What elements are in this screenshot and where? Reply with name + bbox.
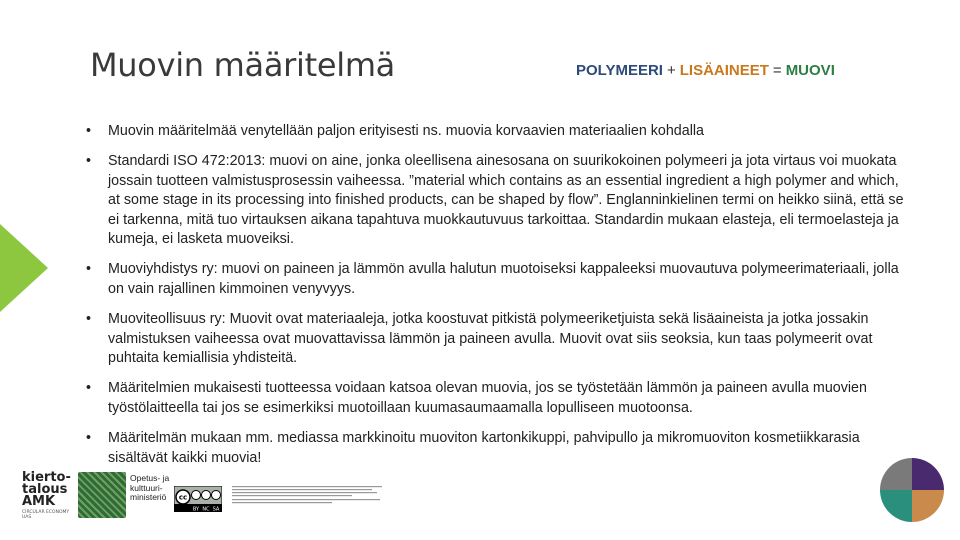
kiertotalous-logo-line2: talous (22, 482, 68, 497)
bullet-text: Määritelmien mukaisesti tuotteessa voidaan katsoa olevan muovia, jos se työstetään lämmön ja paineen avulla muovien työstölaitteella tai jos se esimerkiksi muotoillaan kuumasaumaamalla lopulliseen muotoonsa. (108, 380, 867, 416)
kiertotalous-amk-logo (22, 472, 72, 520)
okm-emblem-icon (78, 472, 126, 518)
bullet-list (84, 122, 908, 479)
kiertotalous-logo-caption: CIRCULAR ECONOMY UAS (22, 510, 70, 520)
bullet-dot-icon: • (86, 261, 92, 278)
svg-text:cc: cc (178, 493, 188, 502)
cc-label-by: BY (192, 506, 200, 512)
bullet-text: Muoviteollisuus ry: Muovit ovat materiaaleja, jotka koostuvat pitkistä polymeeriketjuista sekä lisäaineista ja jotka jossakin valmistuksen vaiheessa ovat muovattavissa lämmön ja paineen avulla. Muovit ovat siis seoksia, kun taas polymeerit ovat puhtaita kemiallisia yhdisteitä. (108, 311, 873, 367)
list-item (84, 379, 908, 418)
decorative-pie-icon (880, 458, 944, 522)
formula-equals: = (772, 62, 782, 79)
cc-label-nc: NC (202, 506, 210, 512)
list-item (84, 429, 908, 468)
license-fine-print-icon (232, 484, 384, 506)
list-item (84, 260, 908, 299)
pie-slice-purple (912, 458, 944, 490)
slide-title: Muovin määritelmä (90, 46, 395, 84)
formula-plus: + (666, 62, 676, 79)
nc-icon (202, 491, 211, 500)
bullet-dot-icon: • (86, 430, 92, 447)
bullet-dot-icon: • (86, 153, 92, 170)
pie-slice-gray (880, 458, 912, 490)
kiertotalous-logo-line3: AMK (22, 494, 56, 509)
formula-polymer: POLYMEERI (576, 62, 663, 79)
list-item (84, 152, 908, 249)
list-item (84, 122, 908, 141)
bullet-dot-icon: • (86, 311, 92, 328)
by-icon (192, 491, 201, 500)
cc-label-sa: SA (212, 506, 220, 512)
okm-logo (78, 472, 176, 518)
bullet-dot-icon: • (86, 123, 92, 139)
pie-slice-tan (912, 490, 944, 522)
plastic-formula (576, 62, 835, 79)
okm-logo-text: Opetus- ja kulttuuri- ministeriö (130, 473, 170, 502)
bullet-text: Muovin määritelmää venytellään paljon erityisesti ns. muovia korvaavien materiaalien kohdalla (108, 123, 705, 139)
cc-license-badge (174, 486, 222, 512)
bullet-text: Muoviyhdistys ry: muovi on paineen ja lämmön avulla halutun muotoiseksi kappaleeksi muovautuva polymeerimateriaali, jolla on vain rajallinen kimmoinen venyvyys. (108, 261, 899, 297)
pie-slice-teal (880, 490, 912, 522)
bullet-dot-icon: • (86, 380, 92, 397)
kiertotalous-logo-line1: kierto- (22, 470, 71, 485)
bullet-text: Standardi ISO 472:2013: muovi on aine, jonka oleellisena ainesosana on suurikokoinen polymeeri ja jota virtaus voi muokata jossain tuotteen valmistusprosessin vaiheessa. ”material which contains as an essential ingredient a high polymer and which, at some stage in its processing into finished products, can be shaped by flow”. Englanninkielinen termi on heikko siinä, että se ei tarkenna, mitä tuo virtauksen aikana tapahtuva muokkautuvuus tarkoittaa. Standardin mukaan elasteja, eli termoelasteja ja kumeja, ei lasketa muoveiksi. (108, 153, 904, 248)
list-item (84, 310, 908, 368)
bullet-text: Määritelmän mukaan mm. mediassa markkinoitu muoviton kartonkikuppi, pahvipullo ja mikromuoviton kosmetiikkarasia sisältävät kaikki muovia! (108, 430, 860, 466)
sa-icon (212, 491, 221, 500)
accent-triangle (0, 224, 48, 312)
formula-plastic: MUOVI (785, 62, 835, 79)
formula-additives: LISÄAINEET (679, 62, 769, 79)
